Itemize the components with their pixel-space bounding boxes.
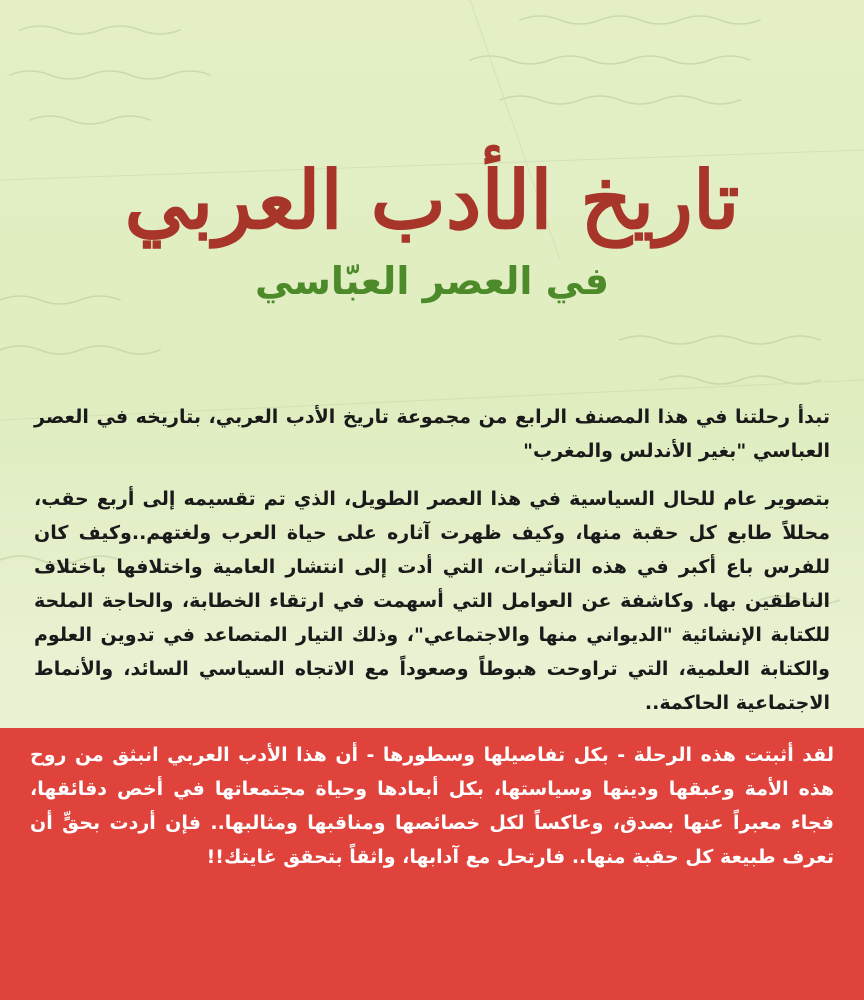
description-text [34,400,830,720]
title-block [0,148,864,306]
summary-paragraph: لقد أثبتت هذه الرحلة - بكل تفاصيلها وسطورها - أن هذا الأدب العربي انبثق من روح هذه الأمة وعبقها ودينها وسياستها، بكل أبعادها وحياة مجتمعاتها في أخص دقائقها، فجاء معبراً عنها بصدق، وعاكساً لكل خصائصها ومناقبها ومثالبها.. فإن أردت بحقٍّ أن تعرف طبيعة كل حقبة منها.. فارتحل مع آدابها، واثقاً بتحقق غايتك!! [30,744,834,868]
description-paragraph-2: بتصوير عام للحال السياسية في هذا العصر الطويل، الذي تم تقسيمه إلى أربع حقب، محللاً طابع كل حقبة منها، وكيف ظهرت آثاره على حياة العرب ولغتهم..وكيف كان للفرس باع أكبر في هذه التأثيرات، التي أدت إلى انتشار العامية واختلافها باختلاف الناطقين بها. وكاشفة عن العوامل التي أسهمت في ارتقاء الخطابة، والحاجة الملحة للكتابة الإنشائية "الديواني منها والاجتماعي"، وذلك التيار المتصاعد في تدوين العلوم والكتابة العلمية، التي تراوحت هبوطاً وصعوداً مع الاتجاه السياسي السائد، والأنماط الاجتماعية الحاكمة.. [34,488,830,714]
description-paragraph-1: تبدأ رحلتنا في هذا المصنف الرابع من مجموعة تاريخ الأدب العربي، بتاريخه في العصر العباسي "بغير الأندلس والمغرب" [34,406,830,462]
book-title: تاريخ الأدب العربي [124,153,740,247]
book-subtitle: في العصر العبّاسي [255,259,609,303]
